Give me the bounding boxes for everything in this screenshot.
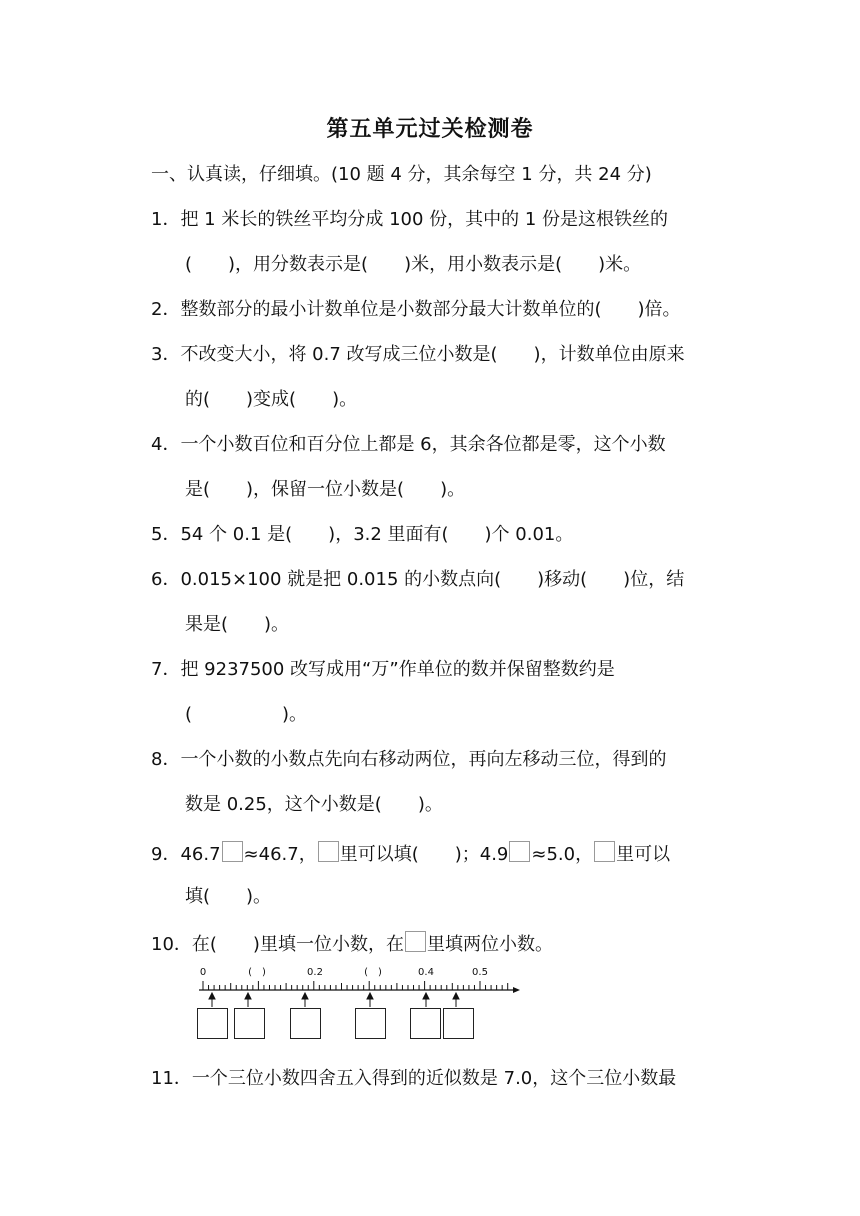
question-8-line-2: 数是 0.25，这个小数是( )。 [185,794,443,815]
number-line-answer-box [197,1008,228,1039]
tick-label: 0.5 [472,967,488,978]
question-1-line-2: ( )，用分数表示是( )米，用小数表示是( )米。 [185,254,642,275]
question-number: 10． [151,934,192,955]
question-text-part: 里填两位小数。 [426,934,553,955]
answer-box [509,841,530,862]
question-7 [151,655,615,681]
question-1 [151,205,668,231]
question-text-part: 46.7 [180,844,221,865]
number-line-arrows [209,993,459,1007]
axis-arrowhead [513,987,520,993]
section-heading: 一、认真读，仔细填。(10 题 4 分，其余每空 1 分，共 24 分) [151,164,652,185]
question-text: 0.015×100 就是把 0.015 的小数点向( )移动( )位，结 [180,569,685,590]
pointer-arrowhead [245,993,251,999]
question-text: 不改变大小，将 0.7 改写成三位小数是( )，计数单位由原来 [180,344,685,365]
number-line-labels [200,967,488,978]
question-text: 一个三位小数四舍五入得到的近似数是 7.0，这个三位小数最 [191,1068,677,1089]
number-line-answer-box [410,1008,441,1039]
question-number: 1． [151,209,181,230]
number-line-answer-box [355,1008,386,1039]
answer-box [222,841,243,862]
question-number: 6． [151,569,181,590]
question-text: 把 1 米长的铁丝平均分成 100 份，其中的 1 份是这根铁丝的 [180,209,669,230]
question-number: 2． [151,299,181,320]
pointer-arrowhead [453,993,459,999]
pointer-arrowhead [209,993,215,999]
question-number: 7． [151,659,181,680]
tick-label: ( ) [364,967,382,978]
pointer-arrowhead [302,993,308,999]
tick-label: 0.2 [307,967,323,978]
question-5 [151,520,573,546]
answer-box [594,841,615,862]
answer-box [318,841,339,862]
question-text: 54 个 0.1 是( )，3.2 里面有( )个 0.01。 [180,524,574,545]
number-line-answer-box [443,1008,474,1039]
question-7-line-2: ( )。 [185,704,308,725]
question-number: 3． [151,344,181,365]
pointer-arrowhead [367,993,373,999]
question-text: 一个小数百位和百分位上都是 6，其余各位都是零，这个小数 [180,434,666,455]
question-10 [151,930,553,956]
question-11 [151,1064,676,1090]
question-4 [151,430,666,456]
question-3 [151,340,685,366]
tick-label: 0 [199,967,207,978]
question-text-part: ≈5.0， [531,844,594,865]
answer-box [405,931,426,952]
number-line-answer-box [234,1008,265,1039]
question-9 [151,840,670,866]
question-text-part: ≈46.7， [243,844,317,865]
question-6 [151,565,684,591]
pointer-arrowhead [423,993,429,999]
question-number: 11． [151,1068,192,1089]
question-text: 把 9237500 改写成用“万”作单位的数并保留整数约是 [180,659,615,680]
question-6-line-2: 果是( )。 [185,614,290,635]
tick-label: ( ) [248,967,266,978]
question-text: 整数部分的最小计数单位是小数部分最大计数单位的( )倍。 [180,299,681,320]
question-text-part: 在( )里填一位小数，在 [191,934,404,955]
page-title: 第五单元过关检测卷 [326,117,534,142]
question-8 [151,745,666,771]
question-text-part: 里可以填( )；4.9 [339,844,509,865]
question-number: 4． [151,434,181,455]
question-text: 一个小数的小数点先向右移动两位，再向左移动三位，得到的 [180,749,667,770]
question-number: 5． [151,524,181,545]
number-line-ticks [203,981,508,990]
question-number: 8． [151,749,181,770]
question-number: 9． [151,844,181,865]
tick-label: 0.4 [418,967,434,978]
question-4-line-2: 是( )，保留一位小数是( )。 [185,479,466,500]
question-9-line-2: 填( )。 [185,886,272,907]
question-text-part: 里可以 [616,844,671,865]
number-line-answer-box [290,1008,321,1039]
question-2 [151,295,681,321]
question-3-line-2: 的( )变成( )。 [185,389,358,410]
